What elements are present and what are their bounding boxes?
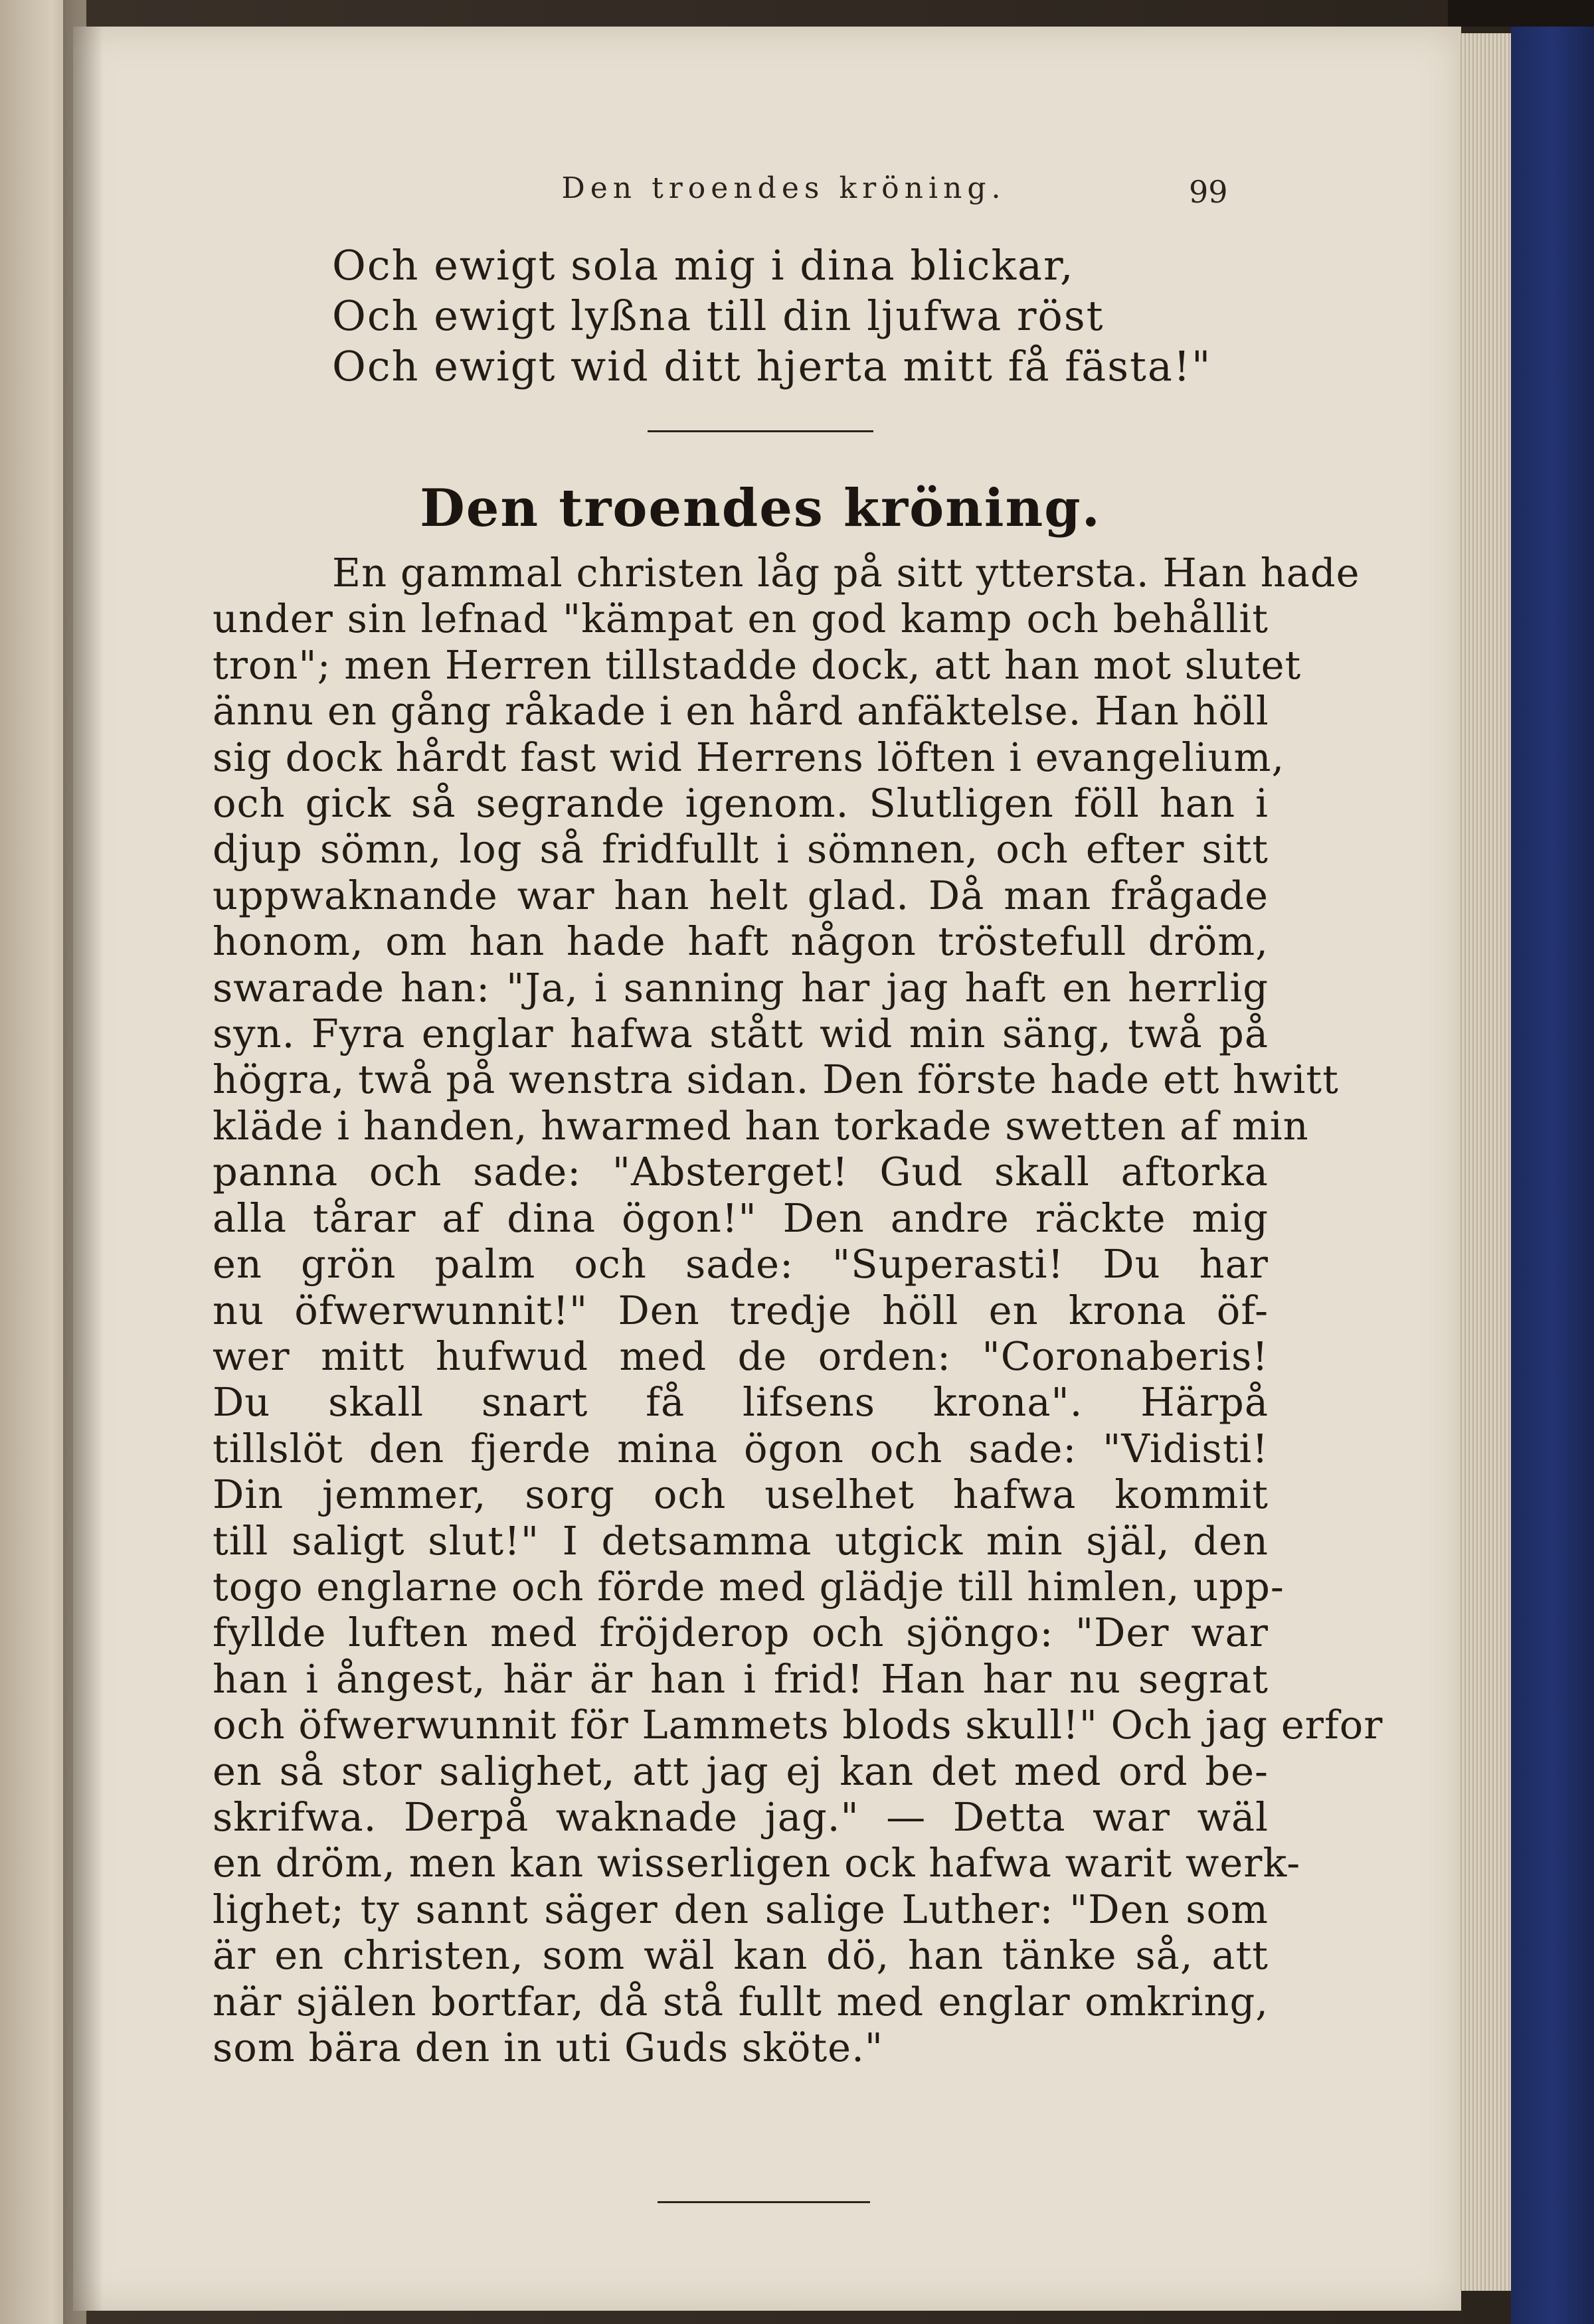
body-line: fyllde luften med fröjderop och sjöngo: "Der war [213,1610,1269,1656]
section-divider [648,430,873,432]
chapter-title: Den troendes kröning. [420,478,1101,539]
body-line: uppwaknande war han helt glad. Då man frågade [213,872,1269,918]
background-dark [1448,0,1594,27]
body-line: djup sömn, log så fridfullt i sömnen, och efter sitt [213,826,1269,872]
body-line: syn. Fyra englar hafwa stått wid min säng, twå på [213,1011,1269,1057]
poem-line: Och ewigt wid ditt hjerta mitt få fästa!" [332,342,1212,390]
body-line: panna och sade: "Absterget! Gud skall aftorka [213,1149,1269,1195]
body-line: Du skall snart få lifsens krona". Härpå [213,1379,1269,1426]
poem-stanza [332,240,1262,392]
body-line: tron"; men Herren tillstadde dock, att han mot slutet [213,641,1302,688]
body-line: skrifwa. Derpå waknade jag." — Detta war wäl [213,1793,1269,1840]
body-line: honom, om han hade haft någon tröstefull dröm, [213,918,1269,965]
body-line: högra, twå på wenstra sidan. Den förste hade ett hwitt [213,1056,1339,1103]
body-line: han i ångest, här är han i frid! Han har nu segrat [213,1655,1269,1702]
body-line: nu öfwerwunnit!" Den tredje höll en krona öf- [213,1287,1269,1333]
body-line: en så stor salighet, att jag ej kan det med ord be- [213,1748,1269,1794]
body-line: lighet; ty sannt säger den salige Luther: "Den som [213,1886,1269,1932]
body-paragraph [213,550,1383,2070]
body-line: en dröm, men kan wisserligen ock hafwa warit werk- [213,1840,1301,1886]
page-stack-edge [1458,33,1511,2291]
body-line: tillslöt den fjerde mina ögon och sade: "Vidisti! [213,1425,1269,1471]
body-line: och öfwerwunnit för Lammets blods skull!" Och jag erfor [213,1702,1383,1748]
body-line: togo englarne och förde med glädje till himlen, upp- [213,1563,1284,1610]
gutter-shadow [63,0,103,2324]
body-line: och gick så segrande igenom. Slutligen föll han i [213,780,1269,827]
body-line: sig dock hårdt fast wid Herrens löften i evangelium, [213,734,1285,780]
book-cover [1511,20,1594,2324]
poem-line: Och ewigt sola mig i dina blickar, [332,241,1075,290]
body-line: wer mitt hufwud med de orden: "Coronaberis! [213,1333,1269,1379]
body-line: som bära den in uti Guds sköte." [213,2025,883,2070]
body-line: Din jemmer, sorg och uselhet hafwa kommit [213,1471,1269,1518]
poem-line: Och ewigt lyßna till din ljufwa röst [332,291,1105,340]
page-number: 99 [1189,174,1228,210]
body-line: till saligt slut!" I detsamma utgick min själ, den [213,1517,1269,1564]
body-line: En gammal christen låg på sitt yttersta. Han hade [332,550,1360,596]
body-line: är en christen, som wäl kan dö, han tänke så, att [213,1932,1269,1979]
body-line: under sin lefnad "kämpat en god kamp och behållit [213,596,1269,642]
running-header: Den troendes kröning. [561,171,1006,205]
body-line: alla tårar af dina ögon!" Den andre räckte mig [213,1195,1269,1241]
body-line: ännu en gång råkade i en hård anfäktelse. Han höll [213,688,1269,734]
body-line: kläde i handen, hwarmed han torkade swetten af min [213,1102,1309,1149]
body-line: swarade han: "Ja, i sanning har jag haft en herrlig [213,964,1269,1011]
body-line: en grön palm och sade: "Superasti! Du har [213,1241,1269,1287]
section-divider [658,2201,870,2203]
body-line: när själen bortfar, då stå fullt med englar omkring, [213,1978,1269,2025]
